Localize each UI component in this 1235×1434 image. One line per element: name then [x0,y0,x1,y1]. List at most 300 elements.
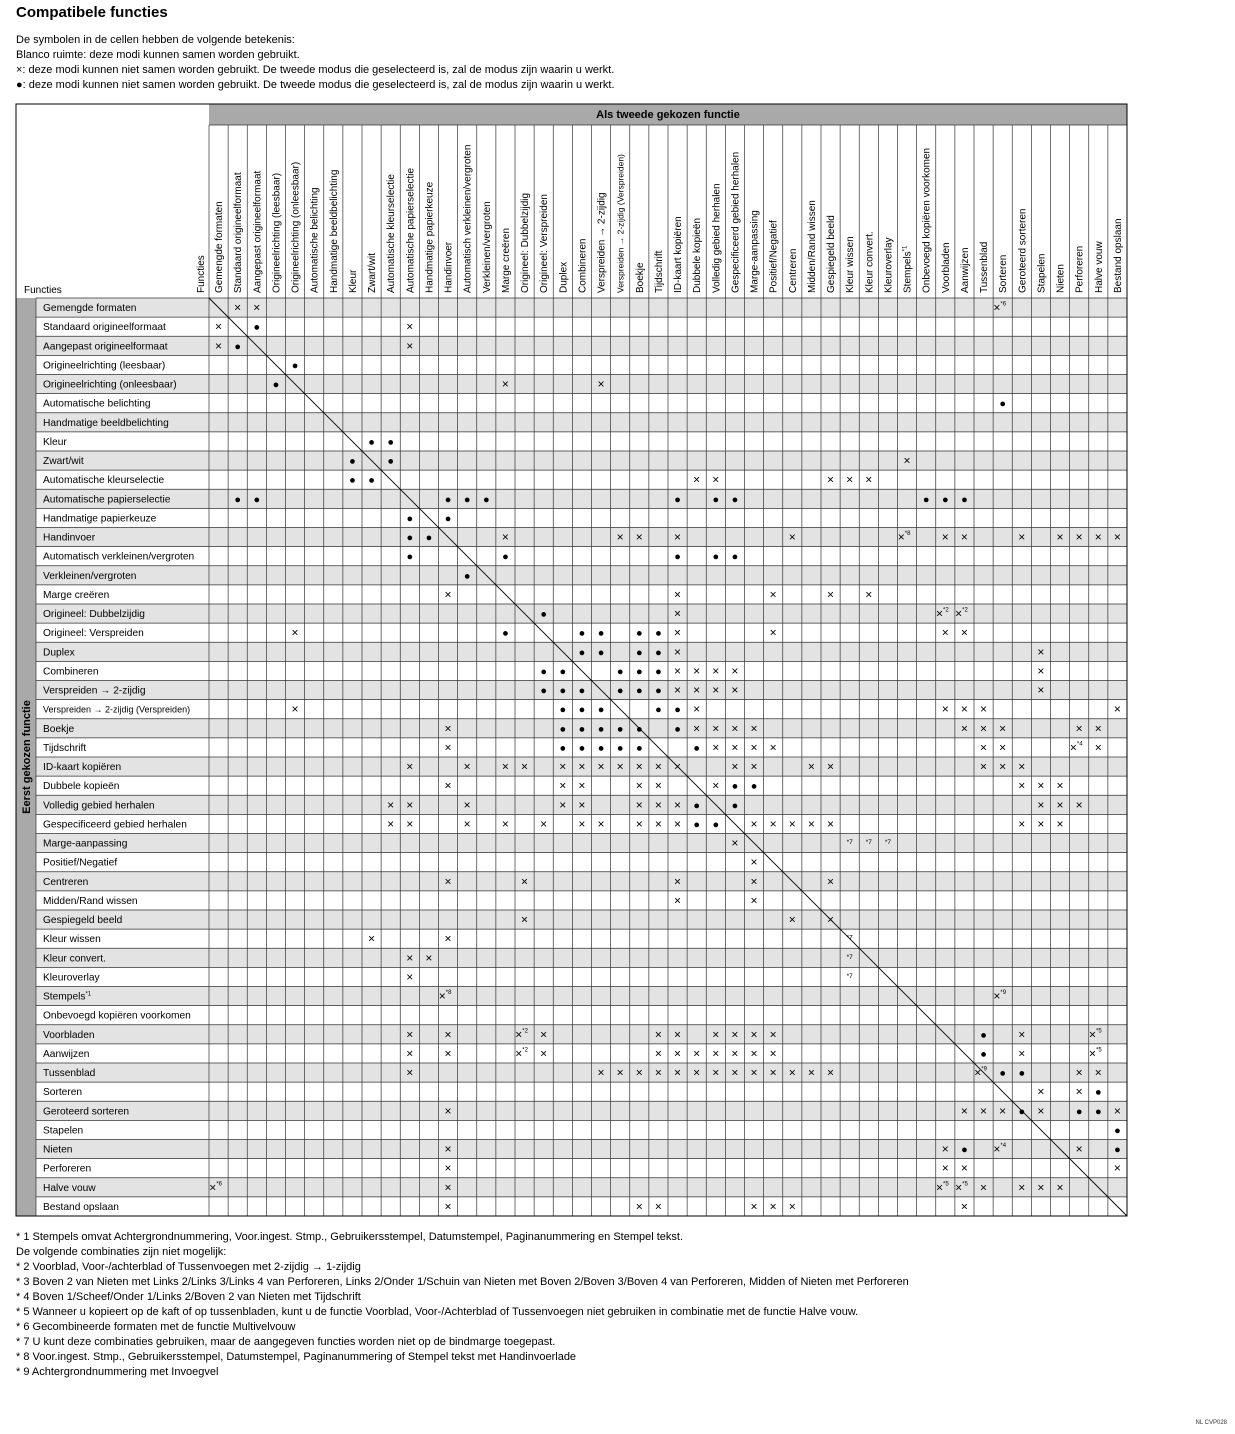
col-header: Kleur [347,269,359,293]
col-header: Gespiegeld beeld [826,215,838,293]
dot-mark: ● [674,704,681,717]
cross-mark: × [693,683,701,698]
dot-mark: ● [559,742,567,755]
row-header: Handmatige papierkeuze [43,513,157,525]
dot-mark: ● [482,493,490,506]
col-header: ID-kaart kopiëren [673,216,685,293]
row-header: Handinvoer [43,532,96,544]
col-header: Origineelrichting (leesbaar) [271,172,283,293]
dot-mark: ● [980,1048,987,1061]
row-header: Verspreiden → 2-zijdig (Verspreiden) [43,704,191,715]
dot-mark: ● [540,665,548,678]
cross-mark: × [616,759,624,774]
cross-mark: × [635,797,643,812]
col-header: Kleuroverlay [883,237,895,293]
cross-mark: × [1018,1180,1026,1195]
row-header: Handmatige beeldbelichting [43,417,169,429]
cross-mark: × [960,530,968,545]
cross-mark: × [540,816,548,831]
cross-mark: × [769,587,777,602]
dot-mark: ● [635,685,643,698]
cross-mark: × [731,1027,739,1042]
dot-mark: ● [655,665,662,678]
col-header: Halve vouw [1093,241,1105,293]
col-header: Midden/Rand wissen [806,200,818,293]
cross-mark: × [693,721,701,736]
cross-mark: × [501,816,509,831]
cross-mark: × [750,721,758,736]
row-header: Origineel: Verspreiden [43,628,144,640]
cross-mark: × [1018,530,1026,545]
cross-mark: × [444,1180,452,1195]
cross-mark: × [903,453,911,468]
cross-mark: ×$^{*6}$ [993,300,1007,315]
cross-mark: × [291,625,299,640]
dot-mark: ● [425,532,433,545]
dot-mark: ● [731,551,739,564]
cross-mark: × [501,759,509,774]
col-header: Automatische papierselectie [405,167,417,293]
col-header: Automatische belichting [309,187,321,293]
cross-mark: × [960,702,968,717]
cross-mark: × [444,1103,452,1118]
cross-mark: × [444,874,452,889]
dot-mark: ● [578,723,586,736]
cross-mark: × [463,797,471,812]
cross-mark: × [387,797,395,812]
cross-mark: × [654,797,662,812]
cross-mark: × [769,1199,777,1214]
dot-mark: ● [693,799,701,812]
footnote-5: * 5 Wanneer u kopieert op de kaft of op tussenbladen, kunt u de functie Voorblad, Voor-/Achterblad of Tussenvoegen niet gebruiken in combinatie met de functie Halve vouw. [16,1306,859,1318]
footnote-4: * 4 Boven 1/Scheef/Onder 1/Links 2/Boven 2 van Nieten met Tijdschrift [16,1291,361,1303]
col-header: Handinvoer [443,241,455,293]
cross-mark: × [731,663,739,678]
col-header: Origineel: Verspreiden [539,194,551,293]
row-header: Halve vouw [43,1182,96,1194]
cross-mark: × [980,759,988,774]
cross-mark: × [559,759,567,774]
dot-mark: ● [961,1144,968,1157]
cross-mark: × [769,625,777,640]
cross-mark: × [406,950,414,965]
dot-mark: ● [502,551,509,564]
cross-mark: × [1018,816,1026,831]
row-header: Origineelrichting (onleesbaar) [43,379,177,391]
col-header: Centreren [787,248,799,293]
cross-mark: × [674,683,682,698]
cross-mark: × [941,702,949,717]
cross-mark: × [674,663,682,678]
cross-mark: × [559,778,567,793]
col-header: Nieten [1055,264,1067,293]
dot-mark: ● [693,818,701,831]
cross-mark: × [731,836,739,851]
dot-mark: ● [1018,1105,1026,1118]
col-header: Duplex [558,261,570,293]
cross-mark: × [616,530,624,545]
dot-mark: ● [616,685,624,698]
row-header: Boekje [43,723,75,735]
cross-mark: × [769,740,777,755]
cross-mark: × [865,587,873,602]
dot-mark: ● [253,493,261,506]
cross-mark: × [654,1046,662,1061]
col-header: Tijdschrift [653,250,665,293]
cross-mark: × [769,1046,777,1061]
cross-mark: ×$^{*5}$ [1088,1046,1102,1061]
cross-mark: × [1037,797,1045,812]
cross-mark: × [1056,797,1064,812]
cross-mark: × [368,931,376,946]
row-header: Zwart/wit [43,456,84,468]
dot-mark: ● [540,685,548,698]
footnotes [16,1230,909,1380]
footnote-8: * 8 Voor.ingest. Stmp., Gebruikersstempel, Datumstempel, Paginanummering of Stempel tekst met Handinvoerlade [16,1351,577,1363]
cross-mark: × [731,683,739,698]
row-header: Dubbele kopieën [43,781,120,793]
dot-mark: ● [368,436,375,449]
cross-mark: × [1037,778,1045,793]
cross-mark: ×$^{*8}$ [438,989,452,1004]
footnote-mark: *7 [846,953,853,961]
row-header: Gespiegeld beeld [43,915,123,927]
row-header: Stempels$^{*1}$ [43,991,92,1003]
col-header: Aanwijzen [959,247,971,293]
cross-mark: × [540,1027,548,1042]
cross-mark: × [807,759,815,774]
dot-mark: ● [559,723,567,736]
cross-mark: × [750,893,758,908]
cross-mark: ×$^{*2}$ [515,1046,528,1061]
dot-mark: ● [540,608,548,621]
cross-mark: × [215,319,223,334]
footnote-2: * 2 Voorblad, Voor-/achterblad of Tussenvoegen met 2-zijdig → 1-zijdig [16,1261,361,1273]
cross-mark: × [731,740,739,755]
cross-mark: ×$^{*6}$ [209,1180,222,1195]
dot-mark: ● [234,340,242,353]
col-header: Combineren [577,238,589,293]
cross-mark: × [674,587,682,602]
cross-mark: × [941,625,949,640]
cross-mark: × [827,874,835,889]
cross-mark: × [827,472,835,487]
col-header: Zwart/wit [367,253,379,293]
cross-mark: × [674,759,682,774]
cross-mark: × [827,759,835,774]
dot-mark: ● [635,665,643,678]
footnote-mark: *7 [865,839,872,847]
row-header: Origineel: Dubbelzijdig [43,609,145,621]
cross-mark: × [253,300,261,315]
row-header: Gespecificeerd gebied herhalen [43,819,187,831]
cross-mark: × [1113,1103,1121,1118]
cross-mark: × [635,530,643,545]
row-header: Duplex [43,647,75,659]
dot-mark: ● [731,493,739,506]
row-header: Midden/Rand wissen [43,895,138,907]
dot-mark: ● [578,685,586,698]
row-header: Kleur [43,436,67,448]
cross-mark: × [827,912,835,927]
cross-mark: × [769,1065,777,1080]
corner-label-cols: Functies [196,255,207,293]
cross-mark: × [444,1027,452,1042]
cross-mark: × [1075,797,1083,812]
cross-mark: ×$^{*2}$ [515,1027,528,1042]
col-header: Standaard origineelformaat [233,172,245,293]
col-header: Voorbladen [940,242,952,293]
cross-mark: × [578,778,586,793]
cross-mark: × [1037,816,1045,831]
cross-mark: × [788,1065,796,1080]
dot-mark: ● [597,627,605,640]
cross-mark: × [712,1027,720,1042]
dot-mark: ● [597,704,605,717]
col-header: Origineelrichting (onleesbaar) [290,161,302,293]
cross-mark: × [1075,530,1083,545]
cross-mark: × [999,721,1007,736]
cross-mark: × [1018,1027,1026,1042]
dot-mark: ● [387,455,395,468]
cross-mark: × [1113,1161,1121,1176]
cross-mark: × [444,1142,452,1157]
cross-mark: × [1075,1084,1083,1099]
row-header: Positief/Negatief [43,857,118,869]
dot-mark: ● [578,627,586,640]
cross-mark: × [712,721,720,736]
cross-mark: × [501,530,509,545]
cross-mark: × [980,740,988,755]
col-header: Automatisch verkleinen/vergroten [462,144,474,293]
cross-mark: × [616,1065,624,1080]
cross-mark: × [941,530,949,545]
cross-mark: × [654,759,662,774]
col-header: Stempels$^{*1}$ [902,245,914,293]
cross-mark: × [1094,530,1102,545]
dot-mark: ● [597,723,605,736]
cross-mark: × [750,874,758,889]
dot-mark: ● [1114,1124,1121,1137]
cross-mark: × [1075,721,1083,736]
cross-mark: × [731,1046,739,1061]
cross-mark: × [1075,1065,1083,1080]
row-header: Centreren [43,876,89,888]
cross-mark: ×$^{*4}$ [1069,740,1083,755]
cross-mark: × [731,721,739,736]
dot-mark: ● [1114,1144,1121,1157]
dot-mark: ● [578,646,586,659]
row-header: Standaard origineelformaat [43,322,166,334]
cross-mark: × [1018,759,1026,774]
cross-mark: × [521,874,529,889]
cross-mark: × [750,1027,758,1042]
col-header: Sorteren [998,254,1010,293]
legend-line-dot: ●: deze modi kunnen niet samen worden gebruikt. De tweede modus die geselecteerd is, zal de modus zijn waarin u werkt. [16,79,615,91]
cross-mark: × [960,1161,968,1176]
col-header: Geroteerd sorteren [1017,208,1029,293]
row-group-label: Eerst gekozen functie [21,700,33,814]
dot-mark: ● [444,493,452,506]
row-header: Verspreiden → 2-zijdig [43,685,146,697]
cross-mark: × [559,797,567,812]
cross-mark: × [635,1065,643,1080]
row-header: Kleur convert. [43,953,106,965]
cross-mark: × [406,816,414,831]
dot-mark: ● [1094,1105,1102,1118]
cross-mark: × [635,1199,643,1214]
dot-mark: ● [693,742,701,755]
footnote-mark: *7 [846,839,853,847]
dot-mark: ● [272,379,280,392]
row-header: Perforeren [43,1163,92,1175]
cross-mark: × [750,1199,758,1214]
cross-mark: × [521,759,529,774]
col-header: Kleur convert. [864,231,876,293]
cross-mark: × [1037,663,1045,678]
row-header: Sorteren [43,1087,83,1099]
cross-mark: × [234,300,242,315]
cross-mark: × [578,816,586,831]
cross-mark: × [712,663,720,678]
dot-mark: ● [999,398,1007,411]
cross-mark: ×$^{*2}$ [935,606,949,621]
cross-mark: × [941,1142,949,1157]
cross-mark: × [444,1161,452,1176]
row-header: Stapelen [43,1125,84,1137]
row-header: Automatische papierselectie [43,494,171,506]
cross-mark: × [827,816,835,831]
cross-mark: × [941,1161,949,1176]
row-header: Combineren [43,666,99,678]
dot-mark: ● [597,646,605,659]
cross-mark: × [597,1065,605,1080]
cross-mark: × [693,1046,701,1061]
row-header: Kleuroverlay [43,972,100,984]
dot-mark: ● [655,704,662,717]
col-header: Automatische kleurselectie [386,174,398,293]
cross-mark: × [521,912,529,927]
dot-mark: ● [502,627,509,640]
cross-mark: × [444,931,452,946]
row-header: Verkleinen/vergroten [43,570,137,582]
footnote-3: * 3 Boven 2 van Nieten met Links 2/Links 3/Links 4 van Perforeren, Links 2/Onder 1/Schuin van Nieten met Boven 2/Boven 3/Boven 4 van Perforeren, Midden of Nieten met Perforeren [16,1276,909,1288]
cross-mark: × [712,683,720,698]
cross-mark: × [654,816,662,831]
dot-mark: ● [463,570,471,583]
cross-mark: × [635,759,643,774]
dot-mark: ● [712,818,720,831]
footnote-heading: De volgende combinaties zijn niet mogelijk: [16,1246,227,1258]
col-header: Marge-aanpassing [749,210,761,293]
cross-mark: × [654,1027,662,1042]
footnote-mark: *7 [846,972,853,980]
col-header: Volledig gebied herhalen [711,183,723,293]
cross-mark: × [1094,721,1102,736]
footnote-9: * 9 Achtergrondnummering met Invoegvel [16,1366,219,1378]
cross-mark: × [1094,1065,1102,1080]
col-header: Stapelen [1036,253,1048,293]
col-header: Verspreiden → 2-zijdig [596,192,608,293]
cross-mark: × [980,1180,988,1195]
dot-mark: ● [635,646,643,659]
dot-mark: ● [999,1067,1007,1080]
dot-mark: ● [1018,1067,1026,1080]
cross-mark: × [674,1027,682,1042]
dot-mark: ● [406,512,414,525]
dot-mark: ● [616,742,624,755]
row-header: Marge-aanpassing [43,838,128,850]
dot-mark: ● [655,646,662,659]
cross-mark: × [980,721,988,736]
cross-mark: ×$^{*9}$ [993,989,1007,1004]
dot-mark: ● [616,723,624,736]
cross-mark: × [999,759,1007,774]
cross-mark: × [1037,683,1045,698]
footnote-mark: *7 [846,934,853,942]
cross-mark: × [215,338,223,353]
dot-mark: ● [349,455,356,468]
cross-mark: × [406,1027,414,1042]
cross-mark: × [980,702,988,717]
cross-mark: × [444,721,452,736]
cross-mark: × [1037,644,1045,659]
cross-mark: × [807,816,815,831]
cross-mark: × [674,606,682,621]
col-header: Positief/Negatief [768,220,780,293]
dot-mark: ● [387,436,395,449]
page-title: Compatibele functies [16,4,168,21]
dot-mark: ● [731,780,739,793]
row-header: Nieten [43,1144,73,1156]
cross-mark: × [444,1046,452,1061]
cross-mark: × [635,778,643,793]
cross-mark: × [1056,816,1064,831]
cross-mark: × [712,740,720,755]
cross-mark: × [960,625,968,640]
legend-line: De symbolen in de cellen hebben de volgende betekenis: [16,34,295,46]
cross-mark: ×$^{*2}$ [955,606,968,621]
row-header: Onbevoegd kopiëren voorkomen [43,1010,191,1022]
dot-mark: ● [922,493,930,506]
dot-mark: ● [253,321,261,334]
col-header: Handmatige beeldbelichting [328,169,340,293]
cross-mark: × [674,644,682,659]
footnote-7: * 7 U kunt deze combinaties gebruiken, maar de aangegeven functies worden niet op de bindmarge toegepast. [16,1336,556,1348]
dot-mark: ● [578,742,586,755]
cross-mark: × [501,377,509,392]
dot-mark: ● [961,493,968,506]
cross-mark: × [960,1199,968,1214]
cross-mark: × [1056,1180,1064,1195]
cross-mark: × [674,1046,682,1061]
row-header: Automatisch verkleinen/vergroten [43,551,195,563]
dot-mark: ● [406,551,414,564]
cross-mark: × [674,816,682,831]
cross-mark: × [846,472,854,487]
dot-mark: ● [635,627,643,640]
cross-mark: × [769,1027,777,1042]
cross-mark: × [750,1065,758,1080]
cross-mark: × [1018,778,1026,793]
cross-mark: × [635,816,643,831]
dot-mark: ● [368,474,375,487]
dot-mark: ● [731,799,739,812]
cross-mark: × [654,778,662,793]
col-header: Boekje [634,262,646,293]
cross-mark: × [865,472,873,487]
col-header: Kleur wissen [845,236,857,293]
